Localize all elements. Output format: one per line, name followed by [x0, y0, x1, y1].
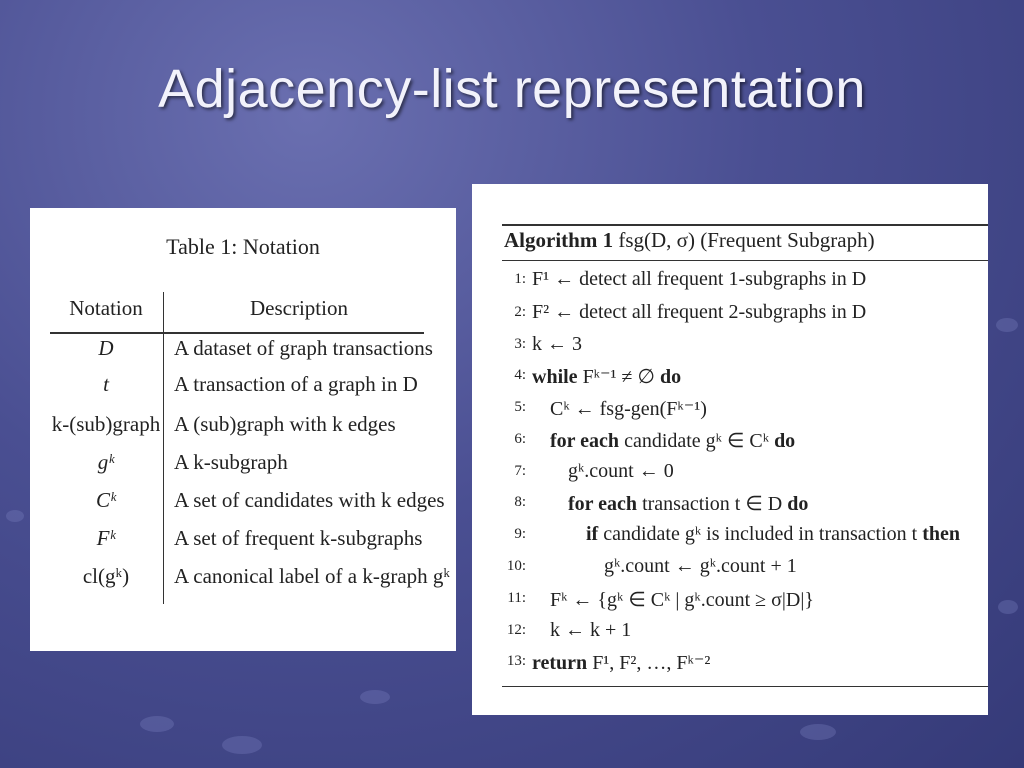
line-code: gᵏ.count ← 0	[568, 460, 674, 482]
table-row	[30, 450, 456, 486]
algorithm-line	[472, 650, 988, 681]
description-cell: A canonical label of a k-graph gᵏ	[174, 564, 451, 588]
line-number: 2:	[514, 304, 526, 320]
algorithm-bottom-rule	[502, 686, 988, 687]
algorithm-panel	[472, 184, 988, 715]
algorithm-line	[472, 428, 988, 459]
algorithm-signature: fsg(D, σ) (Frequent Subgraph)	[618, 228, 875, 252]
line-code: Cᵏ ← fsg-gen(Fᵏ⁻¹)	[550, 398, 707, 420]
algorithm-line	[472, 587, 988, 618]
algorithm-line	[472, 555, 988, 586]
line-code: while Fᵏ⁻¹ ≠ ∅ do	[532, 366, 682, 388]
algorithm-line	[472, 268, 988, 299]
line-code: k ← k + 1	[550, 619, 632, 641]
algorithm-line	[472, 301, 988, 332]
line-code: for each candidate gᵏ ∈ Cᵏ do	[550, 430, 796, 452]
line-number: 10:	[506, 558, 526, 574]
background-decoration	[222, 736, 262, 754]
table-row	[30, 488, 456, 524]
line-number: 12:	[506, 622, 526, 638]
description-cell: A (sub)graph with k edges	[174, 412, 396, 436]
line-number: 5:	[514, 399, 526, 415]
table-row	[30, 336, 456, 372]
background-decoration	[6, 510, 24, 522]
line-number: 7:	[514, 463, 526, 479]
line-number: 6:	[514, 431, 526, 447]
line-code: F² ← detect all frequent 2-subgraphs in D	[532, 301, 867, 323]
algorithm-top-rule	[502, 224, 988, 226]
notation-cell: Cᵏ	[96, 488, 116, 512]
table-row	[30, 412, 456, 448]
line-number: 13:	[506, 653, 526, 669]
notation-table-panel	[30, 208, 456, 651]
algorithm-line	[472, 396, 988, 427]
background-decoration	[998, 600, 1018, 614]
header-rule	[50, 332, 424, 334]
line-code: if candidate gᵏ is included in transaction t then	[586, 523, 961, 545]
notation-cell: k-(sub)graph	[51, 412, 161, 436]
line-code: Fᵏ ← {gᵏ ∈ Cᵏ | gᵏ.count ≥ σ|D|}	[550, 589, 814, 611]
line-number: 9:	[514, 526, 526, 542]
algorithm-line	[472, 364, 988, 395]
notation-cell: t	[103, 372, 109, 396]
algorithm-line	[472, 460, 988, 491]
line-code: for each transaction t ∈ D do	[568, 493, 809, 515]
description-cell: A transaction of a graph in D	[174, 372, 418, 396]
algorithm-label: Algorithm 1	[504, 228, 614, 252]
table-row	[30, 526, 456, 562]
background-decoration	[996, 318, 1018, 332]
notation-column-header: Notation	[69, 296, 143, 320]
line-code: return F¹, F², …, Fᵏ⁻²	[532, 652, 711, 674]
description-cell: A dataset of graph transactions	[174, 336, 433, 360]
line-code: F¹ ← detect all frequent 1-subgraphs in D	[532, 268, 867, 290]
notation-cell: cl(gᵏ)	[82, 564, 130, 588]
line-code: gᵏ.count ← gᵏ.count + 1	[604, 555, 797, 577]
table-row	[30, 372, 456, 408]
algorithm-line	[472, 523, 988, 554]
notation-cell: D	[98, 336, 114, 360]
algorithm-line	[472, 333, 988, 364]
table-row	[30, 564, 456, 600]
notation-cell: Fᵏ	[96, 526, 116, 550]
line-number: 4:	[514, 367, 526, 383]
description-cell: A set of frequent k-subgraphs	[174, 526, 423, 550]
line-number: 1:	[514, 271, 526, 287]
line-number: 11:	[507, 590, 526, 606]
algorithm-line	[472, 619, 988, 650]
background-decoration	[140, 716, 174, 732]
description-column-header: Description	[250, 296, 348, 320]
algorithm-title	[504, 228, 875, 253]
line-number: 3:	[514, 336, 526, 352]
algorithm-line	[472, 491, 988, 522]
background-decoration	[800, 724, 836, 740]
description-cell: A set of candidates with k edges	[174, 488, 445, 512]
algorithm-title-rule	[502, 260, 988, 261]
slide-title: Adjacency-list representation	[158, 59, 866, 119]
line-code: k ← 3	[532, 333, 582, 355]
table-caption: Table 1: Notation	[166, 234, 320, 259]
notation-cell: gᵏ	[97, 450, 115, 474]
description-cell: A k-subgraph	[174, 450, 288, 474]
background-decoration	[360, 690, 390, 704]
line-number: 8:	[514, 494, 526, 510]
